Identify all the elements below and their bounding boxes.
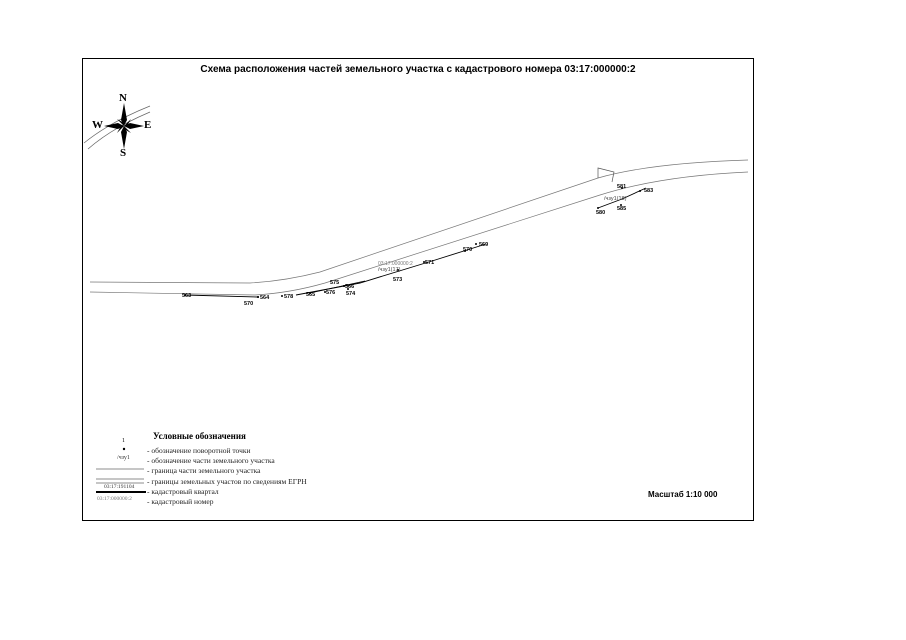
turn-point-label: 585 — [617, 206, 627, 212]
legend-text-part: - обозначение части земельного участка — [147, 456, 275, 465]
turn-point-label: 563 — [182, 293, 192, 299]
road-notch — [598, 168, 614, 182]
turn-point-label: 576 — [326, 290, 336, 296]
turn-point-dot — [257, 296, 259, 298]
turn-point-label: 569 — [479, 242, 489, 248]
turn-point-label: 574 — [346, 291, 356, 297]
legend-quarter-sample: 03:17:191104 — [104, 484, 135, 490]
legend-text-part-boundary: - граница части земельного участка — [147, 466, 261, 475]
turn-point-label: 570 — [244, 301, 254, 307]
legend-text-cadnum: - кадастровый номер — [147, 497, 214, 506]
legend-text-point: - обозначение поворотной точки — [147, 446, 251, 455]
legend-row-point — [95, 446, 355, 456]
turn-point-label: 578 — [284, 294, 294, 300]
turn-point-label: 573 — [393, 277, 403, 283]
turn-point-label: 583 — [644, 188, 654, 194]
turn-point-dot — [475, 243, 477, 245]
turn-point-dot — [639, 190, 641, 192]
turn-point-labels — [182, 184, 653, 307]
compass-s: S — [120, 147, 127, 159]
legend-point-sample: 1 — [122, 438, 125, 444]
turn-point-label: 564 — [260, 295, 270, 301]
map-title: Схема расположения частей земельного участка с кадастрового номера 03:17:000000:2 — [200, 64, 636, 75]
legend-title: Условные обозначения — [153, 431, 246, 441]
turn-point-label: 581 — [617, 184, 627, 190]
part-label-right: /чзу1(18) — [604, 196, 627, 202]
part-boundary-1 — [185, 295, 258, 297]
legend-part-sample: /чзу1 — [117, 455, 130, 461]
turn-point-label: 571 — [425, 260, 435, 266]
legend-row-cadnum — [95, 497, 355, 507]
scale-label: Масштаб 1:10 000 — [648, 490, 718, 499]
turn-point-dot — [597, 207, 599, 209]
legend-text-quarter: - кадастровый квартал — [147, 487, 219, 496]
turn-point-label: 570 — [463, 247, 473, 253]
compass-n: N — [119, 92, 127, 104]
turn-point-label: 566 — [345, 284, 355, 290]
turn-point-label: 565 — [306, 292, 316, 298]
legend-row-part-boundary — [95, 466, 355, 476]
part-label-mid: /чзу1(17) — [378, 267, 401, 273]
compass-rose — [104, 103, 144, 149]
turn-point-dot — [281, 295, 283, 297]
turn-point-label: 580 — [596, 210, 606, 216]
compass-w: W — [92, 119, 103, 131]
legend-row-parcel-boundary — [95, 477, 355, 487]
compass-e: E — [144, 119, 152, 131]
legend-row-quarter — [95, 487, 355, 497]
legend-text-parcel-boundary: - границы земельных участов по сведениям ЕГРН — [147, 477, 307, 486]
legend-row-part — [95, 456, 355, 466]
turn-point-label: 575 — [330, 280, 340, 286]
legend-cadnum-sample: 03:17:000000:2 — [97, 496, 132, 502]
cadnum-label-mid: 03:17:000000:2 — [378, 261, 413, 267]
